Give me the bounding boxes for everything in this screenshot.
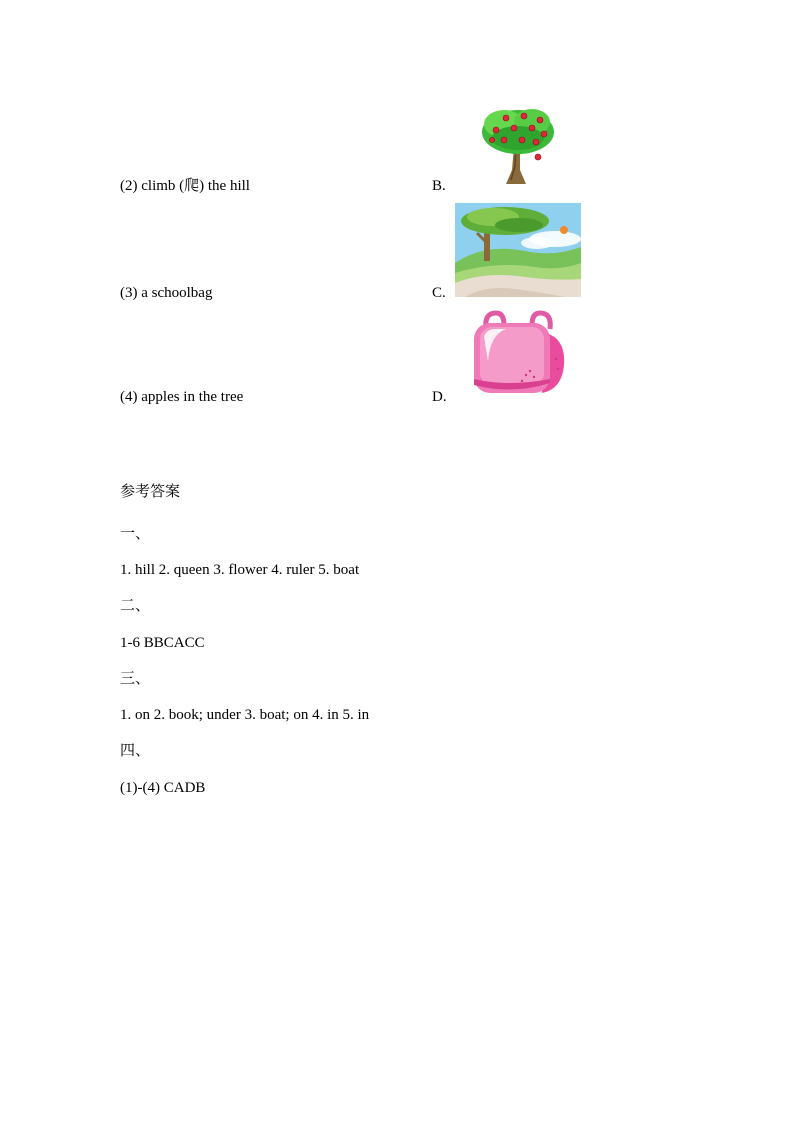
matching-letter-d: D.	[432, 389, 447, 405]
section-heading-2: 二、	[120, 598, 151, 614]
matching-item-4: (4) apples in the tree	[120, 389, 244, 405]
section-content-2: 1-6 BBCACC	[120, 635, 205, 651]
hill-landscape-icon	[455, 203, 581, 297]
answers-title: 参考答案	[120, 484, 181, 500]
matching-item-2: (2) climb (爬) the hill	[120, 178, 250, 194]
section-heading-1: 一、	[120, 526, 151, 542]
section-content-4: (1)-(4) CADB	[120, 780, 206, 796]
section-content-1: 1. hill 2. queen 3. flower 4. ruler 5. boat	[120, 562, 360, 578]
section-content-3: 1. on 2. book; under 3. boat; on 4. in 5. in	[120, 707, 370, 723]
matching-letter-c: C.	[432, 285, 446, 301]
pink-schoolbag-icon	[468, 309, 568, 397]
matching-letter-b: B.	[432, 178, 446, 194]
matching-item-3: (3) a schoolbag	[120, 285, 213, 301]
apple-tree-icon	[478, 104, 558, 186]
section-heading-3: 三、	[120, 671, 151, 687]
section-heading-4: 四、	[120, 743, 151, 759]
